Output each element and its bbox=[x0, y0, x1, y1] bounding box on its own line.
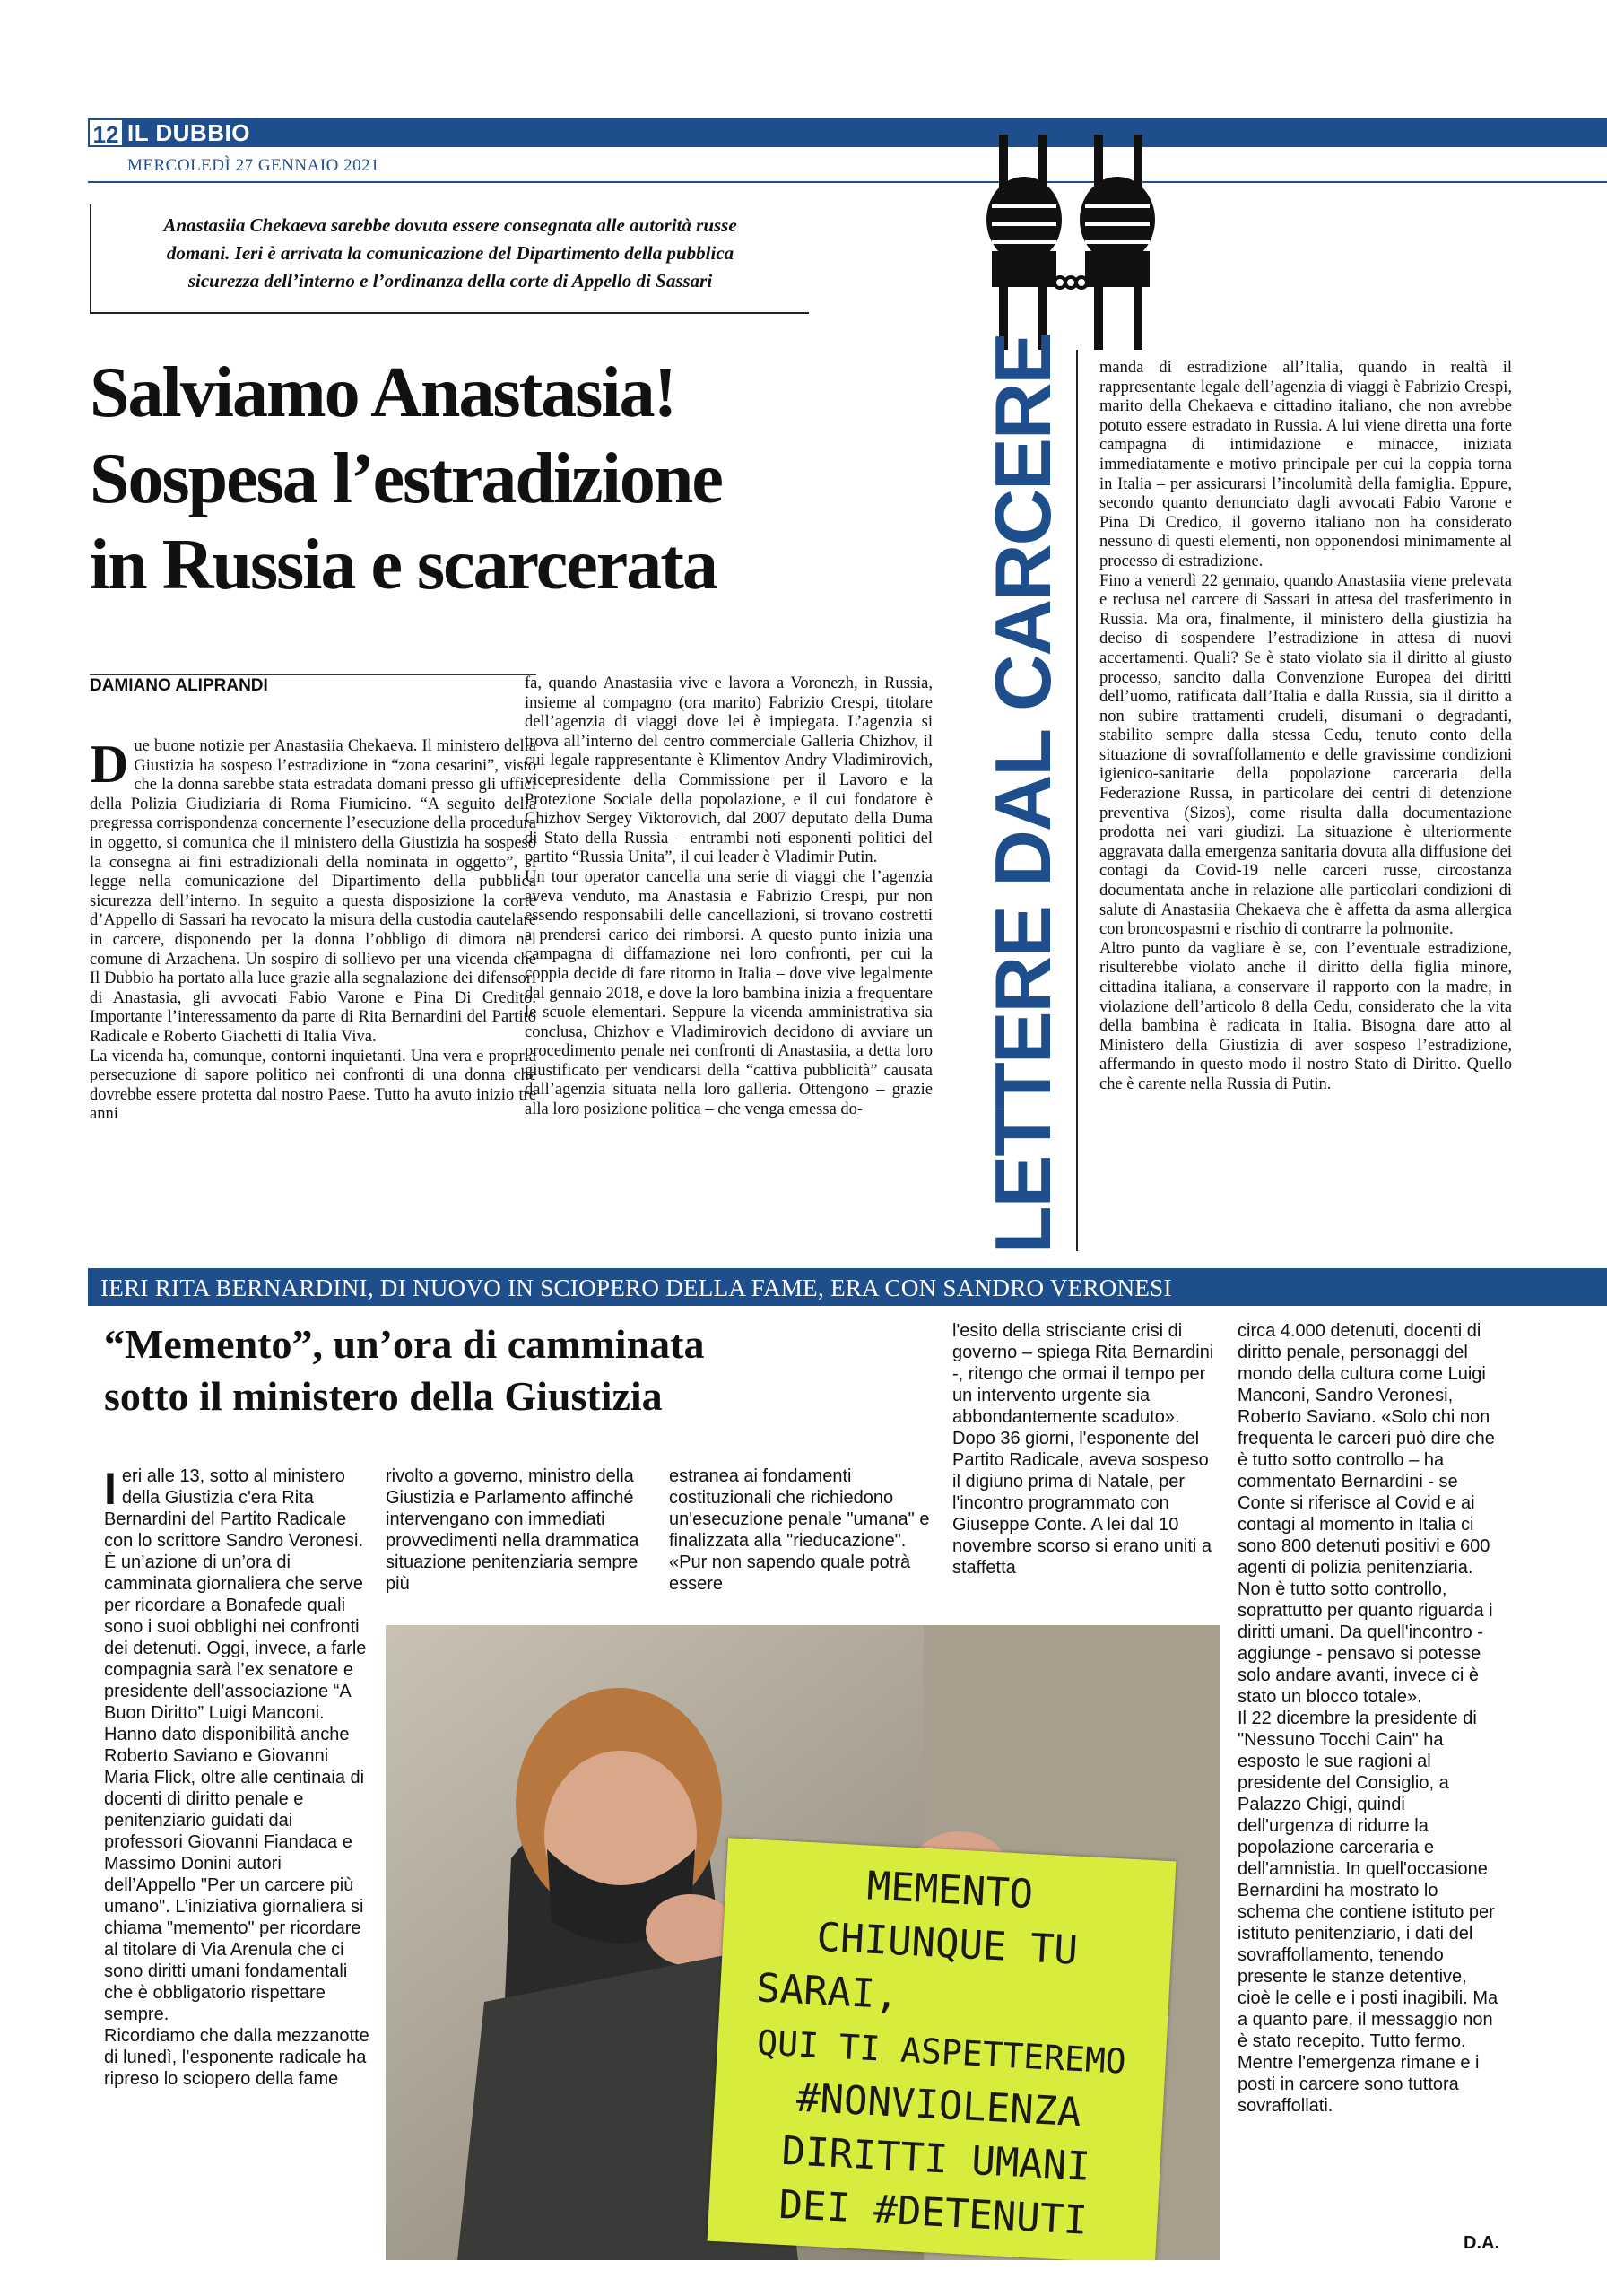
article2-column-3 bbox=[669, 1465, 934, 1595]
main-headline bbox=[90, 350, 933, 608]
headline-line: “Memento”, un’ora di camminata bbox=[104, 1321, 705, 1367]
header-bar bbox=[88, 118, 1607, 147]
abstract-line: sicurezza dell’interno e l’ordinanza della corte di Appello di Sassari bbox=[187, 270, 713, 291]
article2-column-2 bbox=[386, 1465, 651, 1595]
article2-paragraph: Il 22 dicembre la presidente di "Nessuno Tocchi Cain" ha esposto le sue ragioni al presidente del Consiglio, a Palazzo Chigi, quindi dell'urgenza di ridurre la popolazione carceraria e dell'amnistia. In quell'occasione Bernardini ha mostrato lo schema che contiene istituto per istituto penitenziario, i dati del sovraffollamento, tenendo presente le stanze detentive, cioè le celle e i posti inagibili. Ma a quanto pare, il messaggio non è stato recepito. Tutto fermo. Mentre l'emergenza rimane e i posti in carcere sono tuttora sovraffollati. bbox=[1238, 1709, 1498, 2116]
section-banner-text: IERI RITA BERNARDINI, DI NUOVO IN SCIOPERO DELLA FAME, ERA CON SANDRO VERONESI bbox=[100, 1274, 1172, 1301]
article-abstract bbox=[90, 204, 809, 314]
article1-paragraph: Un tour operator cancella una serie di viaggi che l’agenzia aveva venduto, ma Anastasia e Fabrizio Crespi, pur non essendo responsabili delle cancellazioni, si trovano costretti a prendersi carico dei rimborsi. A questo punto inizia una campagna di diffamazione nei loro confronti, per cui la coppia decide di fare ritorno in Italia – dove vive legalmente dal gennaio 2018, e dove la loro bambina inizia a frequentare le scuole elementari. Seppure la vicenda amministrativa sia conclusa, Chizhov e Vladimirovich decidono di avviare un procedimento penale nei confronti di Anastasiia, a detta loro giustificato per vendicarsi della “cattiva pubblicità” causata dall’agenzia situata nella loro galleria. Ottengono – grazie alla loro posizione politica – che venga emessa do- bbox=[525, 867, 933, 1119]
article2-column-5 bbox=[1238, 1320, 1503, 2117]
article2-paragraph: rivolto a governo, ministro della Giustizia e Parlamento affinché intervengano con immediati provvedimenti nella drammatica situazione penitenziaria sempre più bbox=[386, 1466, 639, 1594]
sign-line: DEI #DETENUTI bbox=[777, 2181, 1089, 2244]
sign-line: QUI TI ASPETTEREMO bbox=[756, 2022, 1127, 2082]
article2-column-1 bbox=[104, 1465, 369, 2090]
byline-rule bbox=[90, 674, 536, 675]
article2-paragraph: eri alle 13, sotto al ministero della Giustizia c'era Rita Bernardini del Partito Radicale con lo scrittore Sandro Veronesi. È un’azione di un’ora di camminata giornaliera che serve per ricordare a Bonafede quali sono i suoi obblighi nei confronti dei detenuti. Oggi, invece, a farle compagnia sarà l’ex senatore e presidente dell’associazione “A Buon Diritto” Luigi Manconi. Hanno dato disponibilità anche Roberto Saviano e Giovanni Maria Flick, oltre alle centinaia di docenti di diritto penale e penitenziario guidati dai professori Giovanni Fiandaca e Massimo Donini autori dell’Appello "Per un carcere più umano". L’iniziativa giornaliera si chiama "memento" per ricordare al titolare di Via Arenula che ci sono diritti umani fondamentali che è obbligatorio rispettare sempre. bbox=[104, 1466, 367, 2024]
abstract-line: Anastasiia Chekaeva sarebbe dovuta essere consegnata alle autorità russe bbox=[163, 214, 737, 236]
author-signature: D.A. bbox=[1464, 2233, 1499, 2253]
issue-date: MERCOLEDÌ 27 GENNAIO 2021 bbox=[127, 156, 380, 175]
abstract-line: domani. Ieri è arrivata la comunicazione del Dipartimento della pubblica bbox=[166, 242, 734, 264]
article2-paragraph: Ricordiamo che dalla mezzanotte di lunedì, l’esponente radicale ha ripreso lo sciopero della fame bbox=[104, 2026, 369, 2089]
article1-paragraph: Fino a venerdì 22 gennaio, quando Anastasiia viene prelevata e reclusa nel carcere di Sassari in attesa del trasferimento in Russia. Ma ora, finalmente, il ministero della giustizia ha deciso di sospendere l’estradizione in attesa di nuovi accertamenti. Quali? Se è stato violato sia il diritto al giusto processo, sancito dalla Convenzione Europea dei diritti dell’uomo, ratificata dall’Italia e dalla Russia, sia il diritto a non subire trattamenti crudeli, disumani o degradanti, stabilito sempre dalla stessa Cedu, tenuto conto della situazione di sovraffollamento e delle gravissime condizioni igienico-sanitarie della popolazione carceraria della Federazione Russa, in particolare dei centri di detenzione preventiva (Sizos), come risulta dalla documentazione prodotta nei vari giudizi. La situazione è ulteriormente aggravata dalla emergenza sanitaria dovuta alla diffusione dei contagi da Covid-19 nelle carceri russe, circostanza documentata anche in relazione alle particolari condizioni di salute di Anastasiia Chekaeva che è affetta da asma allergica con broncospasmi e rischio di contrarre la polmonite. bbox=[1099, 571, 1512, 939]
drop-cap: I bbox=[104, 1464, 117, 1514]
article2-paragraph: circa 4.000 detenuti, docenti di diritto penale, personaggi del mondo della cultura come Luigi Manconi, Sandro Veronesi, Roberto Saviano. «Solo chi non frequenta le carceri può dire che è tutto sotto controllo – ha commentato Bernardini - se Conte si riferisce al Covid e ai contagi al momento in Italia ci sono 800 detenuti positivi e 600 agenti di polizia penitenziaria. Non è tutto sotto controllo, soprattutto per quanto riguarda i diritti umani. Da quell'incontro - aggiunge - pensavo si potesse solo andare avanti, invece ci è stato un blocco totale». bbox=[1238, 1321, 1495, 1707]
sign-line: #NONVIOLENZA bbox=[795, 2074, 1082, 2136]
article2-paragraph: estranea ai fondamenti costituzionali che richiedono un'esecuzione penale "umana" e finalizzata alla "rieducazione". «Pur non sapendo quale potrà essere bbox=[669, 1466, 930, 1594]
sign-text bbox=[707, 1838, 1176, 2260]
page-number: 12 bbox=[88, 118, 124, 147]
protest-photo bbox=[386, 1625, 1220, 2260]
secondary-headline bbox=[104, 1318, 911, 1422]
drop-cap: D bbox=[90, 735, 129, 794]
sign-line: MEMENTO bbox=[865, 1863, 1035, 1918]
article1-paragraph: La vicenda ha, comunque, contorni inquietanti. Una vera e propria persecuzione di sapore politico nei confronti di una donna che dovrebbe essere protetta dal nostro Paese. Tutto ha avuto inizio tre anni bbox=[90, 1047, 536, 1124]
article1-column-1 bbox=[90, 737, 536, 1125]
headline-line: sotto il ministero della Giustizia bbox=[104, 1373, 663, 1419]
prison-bars-illustration bbox=[936, 135, 1205, 350]
sign-line: CHIUNQUE TU bbox=[815, 1914, 1080, 1974]
headline-line: Sospesa l’estradizione bbox=[90, 439, 722, 518]
article1-column-2 bbox=[525, 674, 933, 1120]
column-divider bbox=[1076, 350, 1078, 1251]
article2-paragraph: l'esito della strisciante crisi di governo – spiega Rita Bernardini -, ritengo che ormai il tempo per un intervento urgente sia abbondantemente scaduto». Dopo 36 giorni, l'esponente del Partito Radicale, aveva sospeso il digiuno prima di Natale, per l'incontro programmato con Giuseppe Conte. A lei dal 10 novembre scorso si erano uniti a staffetta bbox=[952, 1321, 1214, 1578]
headline-line: Salviamo Anastasia! bbox=[90, 353, 676, 432]
section-label bbox=[978, 333, 1067, 1255]
sign-line: DIRITTI UMANI bbox=[780, 2127, 1091, 2190]
sign-line: SARAI, bbox=[755, 1965, 900, 2019]
article1-paragraph: fa, quando Anastasiia vive e lavora a Voronezh, in Russia, insieme al compagno (ora marito) Fabrizio Crespi, titolare dell’agenzia di viaggi dove lei è impiegata. L’agenzia si trova all’interno del centro commerciale Galleria Chizhov, il cui legale rappresentante è Klimentov Andry Vladimirovich, vicepresidente della Commissione per il Lavoro e la Protezione Sociale della popolazione, e il cui fondatore è Chizhov Sergey Viktorovich, dal 2007 deputato della Duma di Stato della Russia – entrambi noti esponenti politici del partito “Russia Unita”, il cui leader è Vladimir Putin. bbox=[525, 674, 933, 867]
header-rule bbox=[88, 181, 1607, 183]
article1-paragraph: manda di estradizione all’Italia, quando in realtà il rappresentante legale dell’agenzia di viaggi è Fabrizio Crespi, marito della Chekaeva e cittadino italiano, che non avrebbe potuto essere estradato in Russia. A lui viene diretta una forte campagna di intimidazione e minacce, iniziata immediatamente e motivo principale per cui la coppia torna in Italia – per assicurarsi l’incolumità della famiglia. Eppure, secondo quanto denunciato dagli avvocati Fabio Varone e Pina Di Credico, il governo italiano non ha considerato nessuno di questi elementi, non opponendosi minimamente al processo di estradizione. bbox=[1099, 359, 1512, 570]
article1-paragraph: ue buone notizie per Anastasiia Chekaeva. Il ministero della Giustizia ha sospeso l’estradizione in “zona cesarini”, visto che la donna sarebbe stata estradata domani presso gli uffici della Polizia Giudiziaria di Roma Fiumicino. “A seguito della pregressa corrispondenza concernente l’esecuzione della procedura in oggetto, si comunica che il ministero della Giustizia ha sospeso la consegna ai fini estradizionali della nominata in oggetto”, si legge nella comunicazione del Dipartimento della pubblica sicurezza dell’interno. In seguito a questa disposizione la corte d’Appello di Sassari ha revocato la misura della custodia cautelare in carcere, disponendo per la donna l’obbligo di dimora nel comune di Arzachena. Un sospiro di sollievo per una vicenda che Il Dubbio ha portato alla luce grazie alla segnalazione dei difensori di Anastasia, gli avvocati Fabio Varone e Pina Di Credito. Importante l’interessamento da parte di Rita Bernardini del Partito Radicale e Roberto Giachetti di Italia Viva. bbox=[90, 737, 536, 1046]
headline-line: in Russia e scarcerata bbox=[90, 526, 717, 604]
article2-column-4 bbox=[952, 1320, 1218, 1578]
article1-paragraph: Altro punto da vagliare è se, con l’eventuale estradizione, risulterebbe violato anche il diritto della figlia minore, cittadina italiana, a conservare il rapporto con la madre, in violazione dell’articolo 8 della Cedu, considerato che la vita della bambina è radicata in Italia. Bisogna dare atto al Ministero della Giustizia di aver sospeso l’estradizione, affermando in questo modo il nostro Stato di Diritto. Quello che è carente nella Russia di Putin. bbox=[1099, 939, 1512, 1093]
byline: DAMIANO ALIPRANDI bbox=[90, 676, 268, 695]
protest-sign bbox=[708, 1838, 1177, 2260]
article1-column-3 bbox=[1099, 359, 1512, 1095]
newspaper-logo: IL DUBBIO bbox=[127, 119, 250, 146]
section-label-text: LETTERE DAL CARCERE bbox=[978, 333, 1067, 1255]
